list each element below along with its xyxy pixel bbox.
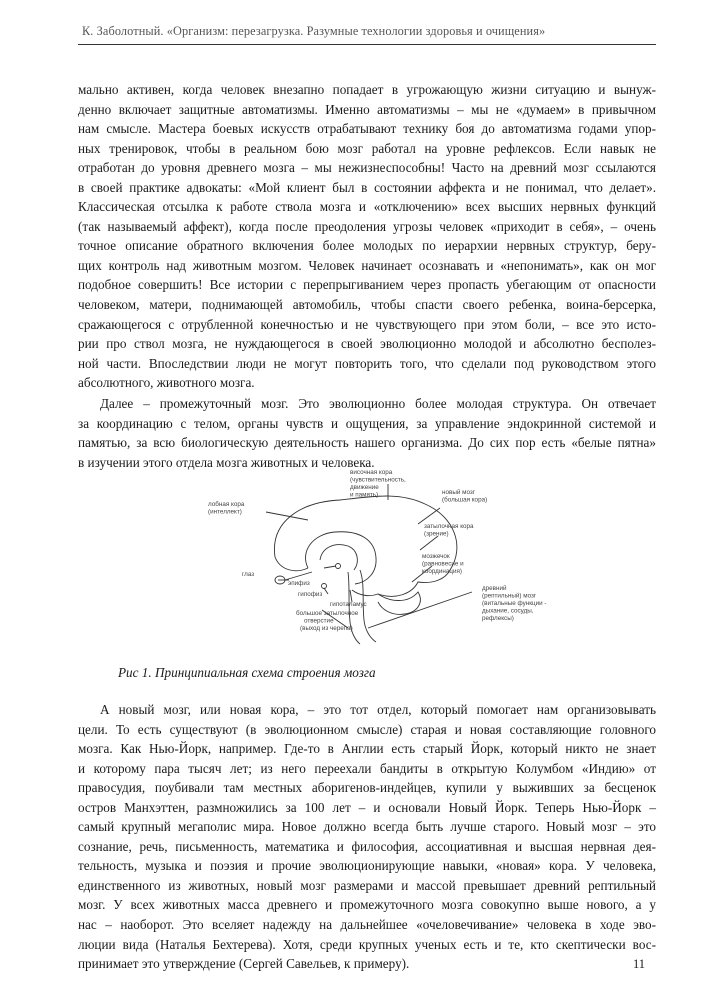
brain-diagram	[200, 462, 570, 652]
label-occipital: затылочная кора (зрение)	[424, 523, 474, 538]
frontal-lobe-outline	[275, 557, 308, 571]
text-line: (так называемый аффект), когда после преодоления угрозы человек «приходит в себя», – очень	[78, 218, 656, 234]
label-temporal: височная кора (чувствительность, движение и память)	[350, 469, 406, 499]
text-line: мозг. У всех животных масса древнего и промежуточного мозга совокупно выше нового, а у	[78, 897, 656, 913]
paragraph-3	[78, 700, 656, 974]
text-line: человеком, матери, поднимающей автомобиль, чтобы спасти своего ребенка, воина-берсерка,	[78, 297, 656, 313]
text-line: сражающегося с отрубленной конечностью и не чувствующего при этом боли, – все это исто-	[78, 316, 656, 332]
text-line: ных тренировок, чтобы в реальном бою мозг работал на уровне рефлексов. Если навык не	[78, 140, 656, 156]
header-rule	[78, 44, 656, 45]
label-hypothalamus: гипоталамус	[330, 601, 367, 608]
limbic-outline	[306, 532, 377, 584]
text-line: памятью, за всю биологическую деятельность нашего организма. До сих пор есть «белые пятна»	[78, 435, 656, 451]
text-line: рии про ствол мозга, не нуждающегося в своей эволюционно молодой и абсолютно бесполез-	[78, 336, 656, 352]
text-line: мально активен, когда человек внезапно попадает в угрожающую жизни ситуацию и вынуж-	[78, 82, 656, 97]
text-line: нам смысле. Мастера боевых искусств отрабатывают технику боя до автоматизма годами упор-	[78, 121, 656, 137]
text-line: правосудия, поубивали там местных аборигенов-индейцев, купили у выживших за бесценок	[78, 780, 656, 796]
label-frontal: лобная кора (интеллект)	[208, 501, 245, 516]
text-line: люции вида (Наталья Бехтерева). Хотя, среди крупных ученых есть и те, кто скептически вос-	[78, 936, 656, 952]
text-line: и которому пара тысяч лет; из него переехали бандиты в открытую Колумбом «Индию» от	[78, 760, 656, 776]
running-header: К. Заболотный. «Организм: перезагрузка. Разумные технологии здоровья и очищения»	[82, 24, 546, 38]
text-line: абсолютного, животного мозга.	[78, 375, 255, 391]
text-line: Далее – промежуточный мозг. Это эволюционно более молодая структура. Он отвечает	[100, 396, 656, 411]
label-foramen: большое затылочное отверстие (выход из черепа)	[296, 610, 359, 632]
label-hypophysis: гипофиз	[298, 591, 323, 598]
text-line: мозга. Как Нью-Йорк, например. Где-то в Англии есть старый Йорк, который никто не знает	[78, 741, 656, 757]
text-line: Классическая отсылка к работе ствола мозга и «отключению» всех высших нервных функций	[78, 199, 656, 215]
text-line: щих контроль над животным мозгом. Человек начинает осознавать и «непонимать», как он мог	[78, 257, 656, 273]
label-epiphysis: эпифиз	[288, 580, 310, 587]
text-line: нас – наоборот. Это вселяет надежду на дальнейшее «очеловечивание» человека в ходе эво-	[78, 917, 656, 933]
paragraph-1	[78, 80, 656, 393]
text-line: остров Манхэттен, размножились за 100 лет – и основали Новый Йорк. Теперь Нью-Йорк –	[78, 799, 656, 815]
thalamus-outline	[320, 545, 357, 570]
epiphysis-shape	[336, 564, 341, 569]
text-line: денно включает защитные автоматизмы. Именно автоматизмы – мы не «думаем» в привычном	[78, 101, 656, 117]
brain-diagram-svg	[200, 462, 570, 652]
text-line: единственного из животных, новый мозг размерами и массой превышает древний рептильный	[78, 877, 656, 893]
text-line: цели. То есть существуют (в эволюционном смысле) старая и новая составляющие головного	[78, 721, 656, 737]
text-line: в своей практике адвокаты: «Мой клиент был в состоянии аффекта и не понимал, что делает».	[78, 179, 656, 195]
figure-caption: Рис 1. Принципиальная схема строения мозга	[118, 665, 376, 680]
text-line: сознание, речь, письменность, математика и философия, ассоциативная и высшая нервная дея-	[78, 838, 656, 854]
paragraph-2	[78, 394, 656, 472]
page-number: 11	[633, 957, 646, 971]
text-line: тельность, музыка и поэзия и прочие эволюционирующие навыки, «новая» кора. У человека,	[78, 858, 656, 874]
hypophysis-shape	[322, 584, 327, 589]
text-line: самый крупный мегаполис мира. Новое должно всегда быть лучше старого. Новый мозг – это	[78, 819, 656, 835]
text-line: отработан до уровня древнего мозга – мы нежизнеспособны! Часто на древний мозг ссылаются	[78, 160, 656, 176]
text-line: точное описание обратного включения более молодых по иерархии нервных структур, беру-	[78, 238, 656, 254]
text-line: подобное совершить! Все истории с перепрыгиванием через пропасть убегающим от опасности	[78, 277, 656, 293]
text-line: принимает это утверждение (Сергей Савельев, к примеру).	[78, 956, 410, 972]
text-line: в изучении этого отдела мозга животных и человека.	[78, 454, 375, 470]
brainstem-outline	[348, 572, 360, 644]
text-line: А новый мозг, или новая кора, – это тот отдел, который помогает нам организовывать	[100, 702, 656, 717]
text-line: ной части. Впоследствии люди не могут повторить того, что сделали под руководством этого	[78, 355, 656, 371]
label-neocortex: новый мозг (большая кора)	[442, 489, 488, 504]
text-line: за координацию с телом, органы чувств и ощущения, за управление эндокринной системой и	[78, 415, 656, 431]
label-eye: глаз	[242, 571, 255, 578]
label-reptilian: древний (рептильный) мозг (витальные функции -дыхание, сосуды, рефлексы)	[482, 585, 547, 622]
label-cerebellum: мозжечок (равновесие и координация)	[422, 553, 464, 575]
